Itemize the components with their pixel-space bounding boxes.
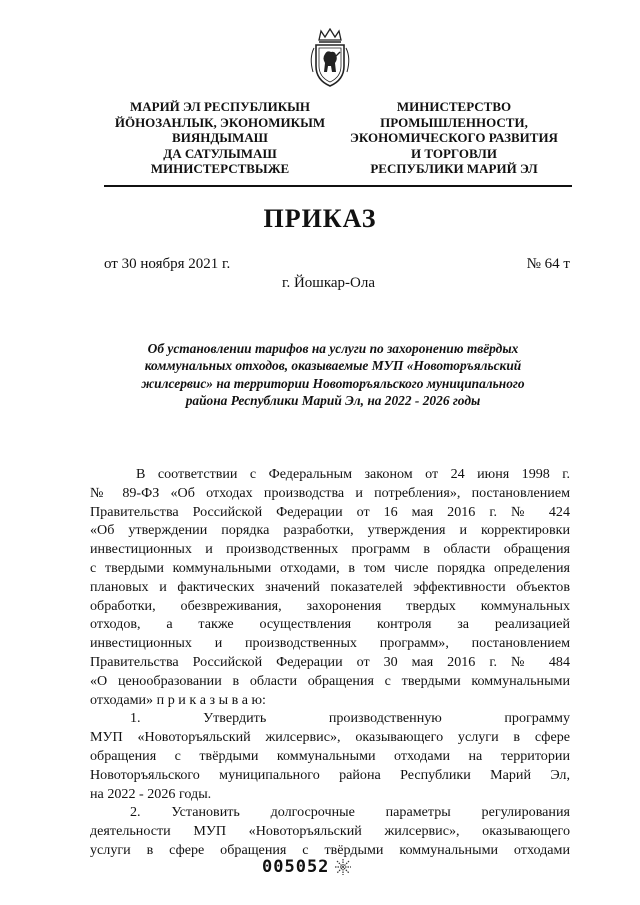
- body-line: № 89-ФЗ «Об отходах производства и потребления», постановлением: [90, 484, 570, 501]
- document-body: [90, 465, 570, 860]
- document-title: ПРИКАЗ: [263, 204, 377, 233]
- ministry-name-line: МИНИСТЕРСТВО: [396, 99, 512, 114]
- subject-line: жилсервис» на территории Новоторъяльского муниципального: [141, 375, 525, 391]
- header-divider: [104, 185, 572, 187]
- body-line: обращения с твёрдыми коммунальными отходами на территории: [90, 747, 570, 764]
- body-line: 2. Установить долгосрочные параметры регулирования: [130, 804, 570, 821]
- body-line: 1. Утвердить производственную программу: [130, 710, 570, 727]
- body-line: «О ценообразовании в области обращения с твердыми коммунальными: [90, 672, 570, 689]
- document-city: г. Йошкар-Ола: [282, 275, 376, 291]
- document-number: № 64 т: [526, 256, 570, 272]
- body-line: с твердыми коммунальными отходами, в том числе порядка определения: [90, 559, 570, 576]
- body-line: инвестиционных и производственных программ», постановлением: [90, 635, 570, 652]
- ministry-name-line: И ТОРГОВЛИ: [411, 145, 497, 161]
- body-line: «Об утверждении порядка разработки, утверждения и корректировки: [90, 522, 570, 539]
- body-line: Правительства Российской Федерации от 16 мая 2016 г. № 424: [90, 503, 570, 520]
- subject-line: Об установлении тарифов на услуги по захоронению твёрдых: [147, 341, 519, 356]
- ministry-name-line: МАРИЙ ЭЛ РЕСПУБЛИКЫН: [129, 99, 311, 114]
- ministry-name-line: ЭКОНОМИЧЕСКОГО РАЗВИТИЯ: [350, 130, 558, 145]
- body-line: отходами» п р и к а з ы в а ю:: [90, 691, 266, 708]
- body-line: инвестиционных и производственных программ в области обращения: [90, 541, 570, 558]
- ministry-name-line: ВИЯНДЫМАШ: [172, 130, 268, 145]
- coat-of-arms-emblem: [305, 28, 355, 90]
- body-line: отходов, а также осуществления контроля за реализацией: [90, 616, 570, 633]
- serial-number: 005052: [262, 857, 330, 877]
- subject-line: коммунальных отходов, оказываемые МУП «Новоторъяльский: [144, 358, 522, 374]
- body-line: В соответствии с Федеральным законом от 24 июня 1998 г.: [136, 466, 570, 482]
- document-subject: [98, 340, 568, 410]
- ministry-name-line: ЙÖНОЗАНЛЫК, ЭКОНОМИКЫМ: [114, 114, 326, 130]
- body-line: обработки, обезвреживания, захоронения твердых коммунальных: [90, 597, 570, 614]
- body-line: Новоторъяльского муниципального района Республики Марий Эл,: [90, 766, 570, 783]
- body-line: Правительства Российской Федерации от 30 мая 2016 г. № 484: [90, 653, 570, 670]
- body-line: на 2022 - 2026 годы.: [90, 785, 212, 802]
- ministry-name-line: МИНИСТЕРСТВЫЖЕ: [150, 161, 290, 176]
- body-line: услуги в сфере обращения с твёрдыми коммунальными отходами: [90, 841, 570, 858]
- body-line: МУП «Новоторъяльский жилсервис», оказывающего услуги в сфере: [90, 729, 570, 746]
- ministry-name-line: ПРОМЫШЛЕННОСТИ,: [380, 114, 528, 130]
- ministry-name-line: ДА САТУЛЫМАШ: [163, 145, 277, 161]
- ministry-name-mari: [104, 99, 336, 177]
- body-line: плановых и фактических значений показателей эффективности объектов: [90, 578, 570, 595]
- subject-line: района Республики Марий Эл, на 2022 - 2026 годы: [185, 393, 481, 409]
- document-date: от 30 ноября 2021 г.: [104, 256, 231, 272]
- ministry-name-line: РЕСПУБЛИКИ МАРИЙ ЭЛ: [370, 161, 538, 176]
- body-line: деятельности МУП «Новоторъяльский жилсервис», оказывающего: [90, 823, 570, 840]
- ministry-name-russian: [338, 99, 570, 177]
- asterisk-stamp-icon: [334, 858, 352, 876]
